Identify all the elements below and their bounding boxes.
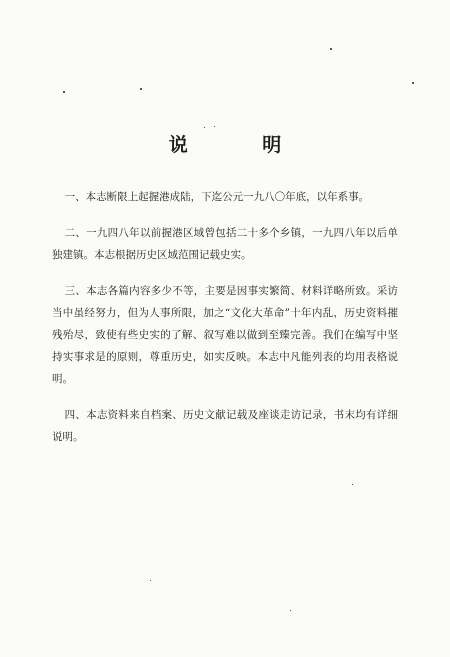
scan-speck [214,126,215,127]
scan-speck [63,91,65,93]
scan-speck [290,610,291,611]
paragraph-3: 三、本志各篇内容多少不等，主要是因事实繁简、材料详略所致。采访当中虽经努力，但为人事所限，加之“文化大革命”十年内乱，历史资料摧残殆尽，致使有些史实的了解、叙写难以做到至臻完善。我们在编写中坚持实事求是的原则，尊重历史，如实反映。本志中凡能列表的均用表格说明。 [52,285,398,385]
scan-speck [150,580,151,581]
scan-speck [330,48,332,50]
scan-speck [412,82,414,84]
scan-speck [352,484,353,485]
document-body [52,186,398,462]
scan-speck [140,88,142,90]
page-title: 说 明 [168,134,316,156]
paragraph-1: 一、本志断限上起握港成陆，下迄公元一九八〇年底，以年系事。 [64,191,370,203]
paragraph-2: 二、一九四八年以前握港区域曾包括二十多个乡镇，一九四八年以后单独建镇。本志根据历史区域范围记载史实。 [52,227,398,261]
scan-speck [204,127,205,128]
paragraph-4: 四、本志资料来自档案、历史文献记载及座谈走访记录，书末均有详细说明。 [52,409,398,443]
